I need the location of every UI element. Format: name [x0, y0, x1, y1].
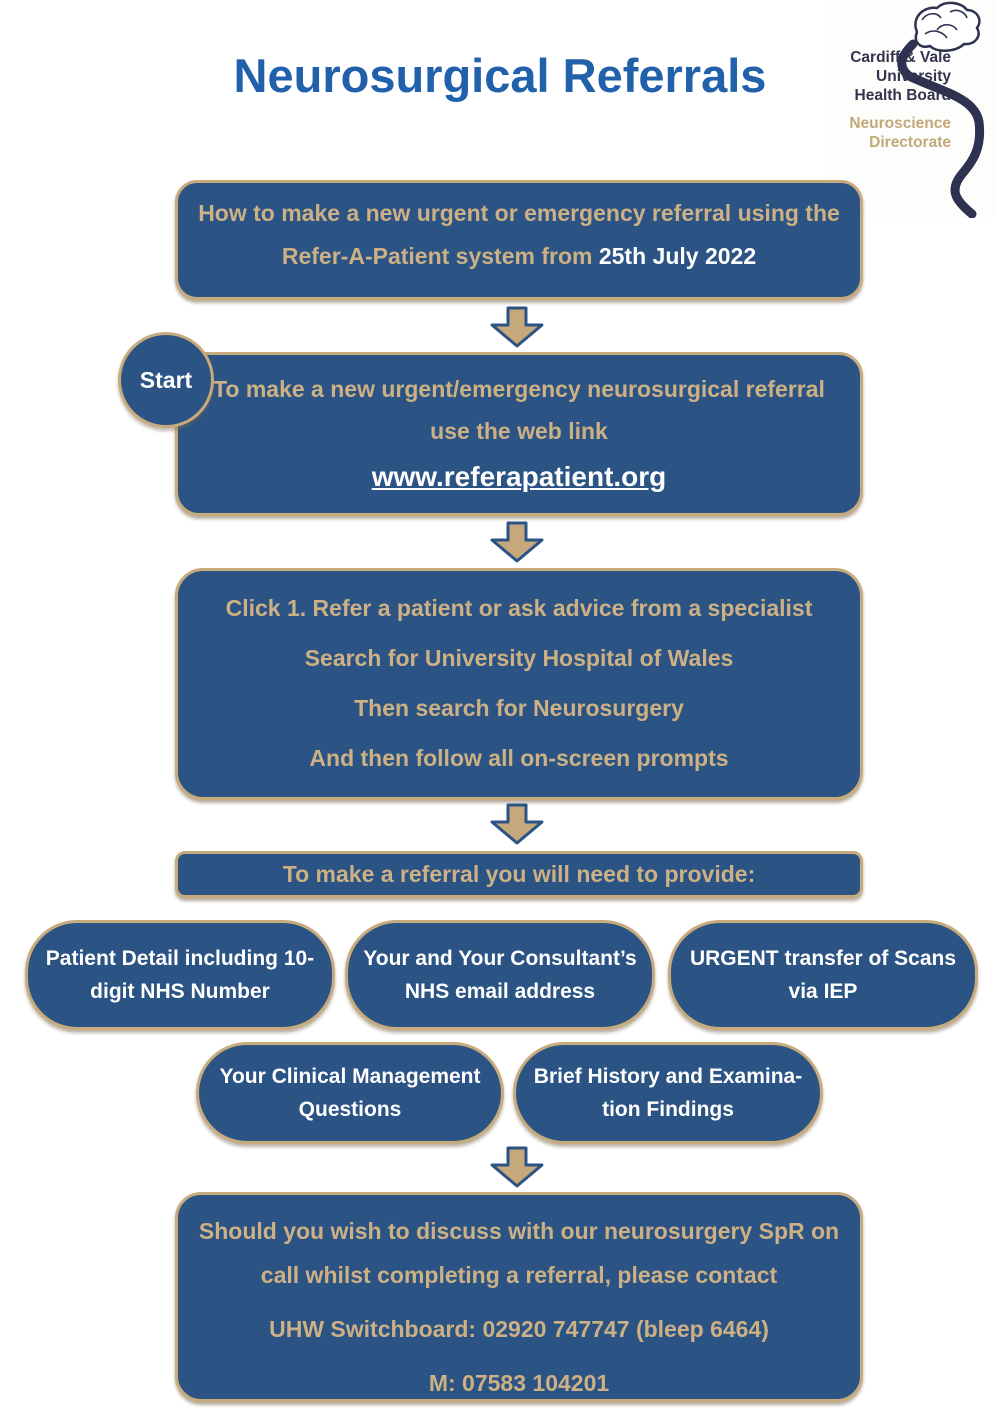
- down-arrow-icon: [489, 1146, 545, 1188]
- weblink-line1: To make a new urgent/emergency neurosurgical referral: [213, 376, 825, 402]
- pill-line: Your Clinical Management: [219, 1065, 481, 1088]
- down-arrow-icon: [489, 803, 545, 845]
- contact-switchboard: UHW Switchboard: 02920 747747 (bleep 6464): [269, 1316, 769, 1342]
- steps-line2: Search for University Hospital of Wales: [304, 645, 734, 671]
- logo-text: [849, 48, 951, 152]
- steps-line4: And then follow all on-screen prompts: [309, 745, 729, 771]
- steps-line1: Click 1. Refer a patient or ask advice from a specialist: [225, 595, 813, 621]
- pill-line: via IEP: [788, 980, 858, 1003]
- intro-line1: How to make a new urgent or emergency referral using the: [198, 200, 840, 226]
- pill-line: digit NHS Number: [90, 980, 270, 1003]
- logo-dept-line: Neuroscience: [849, 115, 951, 132]
- steps-box: [175, 568, 863, 800]
- logo-org-line: University: [876, 68, 951, 85]
- weblink-line2: use the web link: [430, 418, 608, 444]
- pill-line: NHS email address: [404, 980, 596, 1003]
- intro-line2-text: Refer-A-Patient system from: [281, 243, 599, 269]
- referapatient-link[interactable]: www.referapatient.org: [371, 461, 667, 492]
- weblink-box: [175, 352, 863, 516]
- intro-box: [175, 180, 863, 300]
- pill-line: tion Findings: [602, 1098, 734, 1121]
- requirement-pill-history-findings: [513, 1042, 823, 1144]
- steps-line3: Then search for Neurosurgery: [354, 695, 684, 721]
- requirement-pill-scans: [668, 920, 978, 1030]
- requirement-pill-management-questions: [196, 1042, 504, 1144]
- intro-line2-date: 25th July 2022: [598, 243, 757, 269]
- logo-org-line: Health Board: [854, 87, 951, 104]
- provide-bar-label: To make a referral you will need to provide:: [282, 861, 756, 887]
- contact-mobile: M: 07583 104201: [428, 1370, 610, 1396]
- page-title: Neurosurgical Referrals: [233, 49, 767, 102]
- pill-line: Questions: [298, 1098, 402, 1121]
- requirement-pill-nhs-number: [25, 920, 335, 1030]
- pill-line: Brief History and Examina-: [533, 1065, 803, 1088]
- contact-line2: call whilst completing a referral, please contact: [260, 1262, 778, 1288]
- contact-box: [175, 1192, 863, 1402]
- down-arrow-icon: [489, 306, 545, 348]
- pill-line: URGENT transfer of Scans: [689, 947, 957, 970]
- start-badge: Start: [118, 332, 214, 428]
- pill-line: Your and Your Consultant’s: [363, 947, 637, 970]
- pill-line: Patient Detail including 10-: [45, 947, 315, 970]
- intro-line2: [178, 235, 860, 278]
- requirement-pill-email: [345, 920, 655, 1030]
- down-arrow-icon: [489, 521, 545, 563]
- contact-line1: Should you wish to discuss with our neurosurgery SpR on: [198, 1218, 840, 1244]
- logo-dept-line: Directorate: [869, 134, 951, 151]
- logo-org-line: Cardiff & Vale: [850, 49, 951, 66]
- provide-bar: [175, 851, 863, 898]
